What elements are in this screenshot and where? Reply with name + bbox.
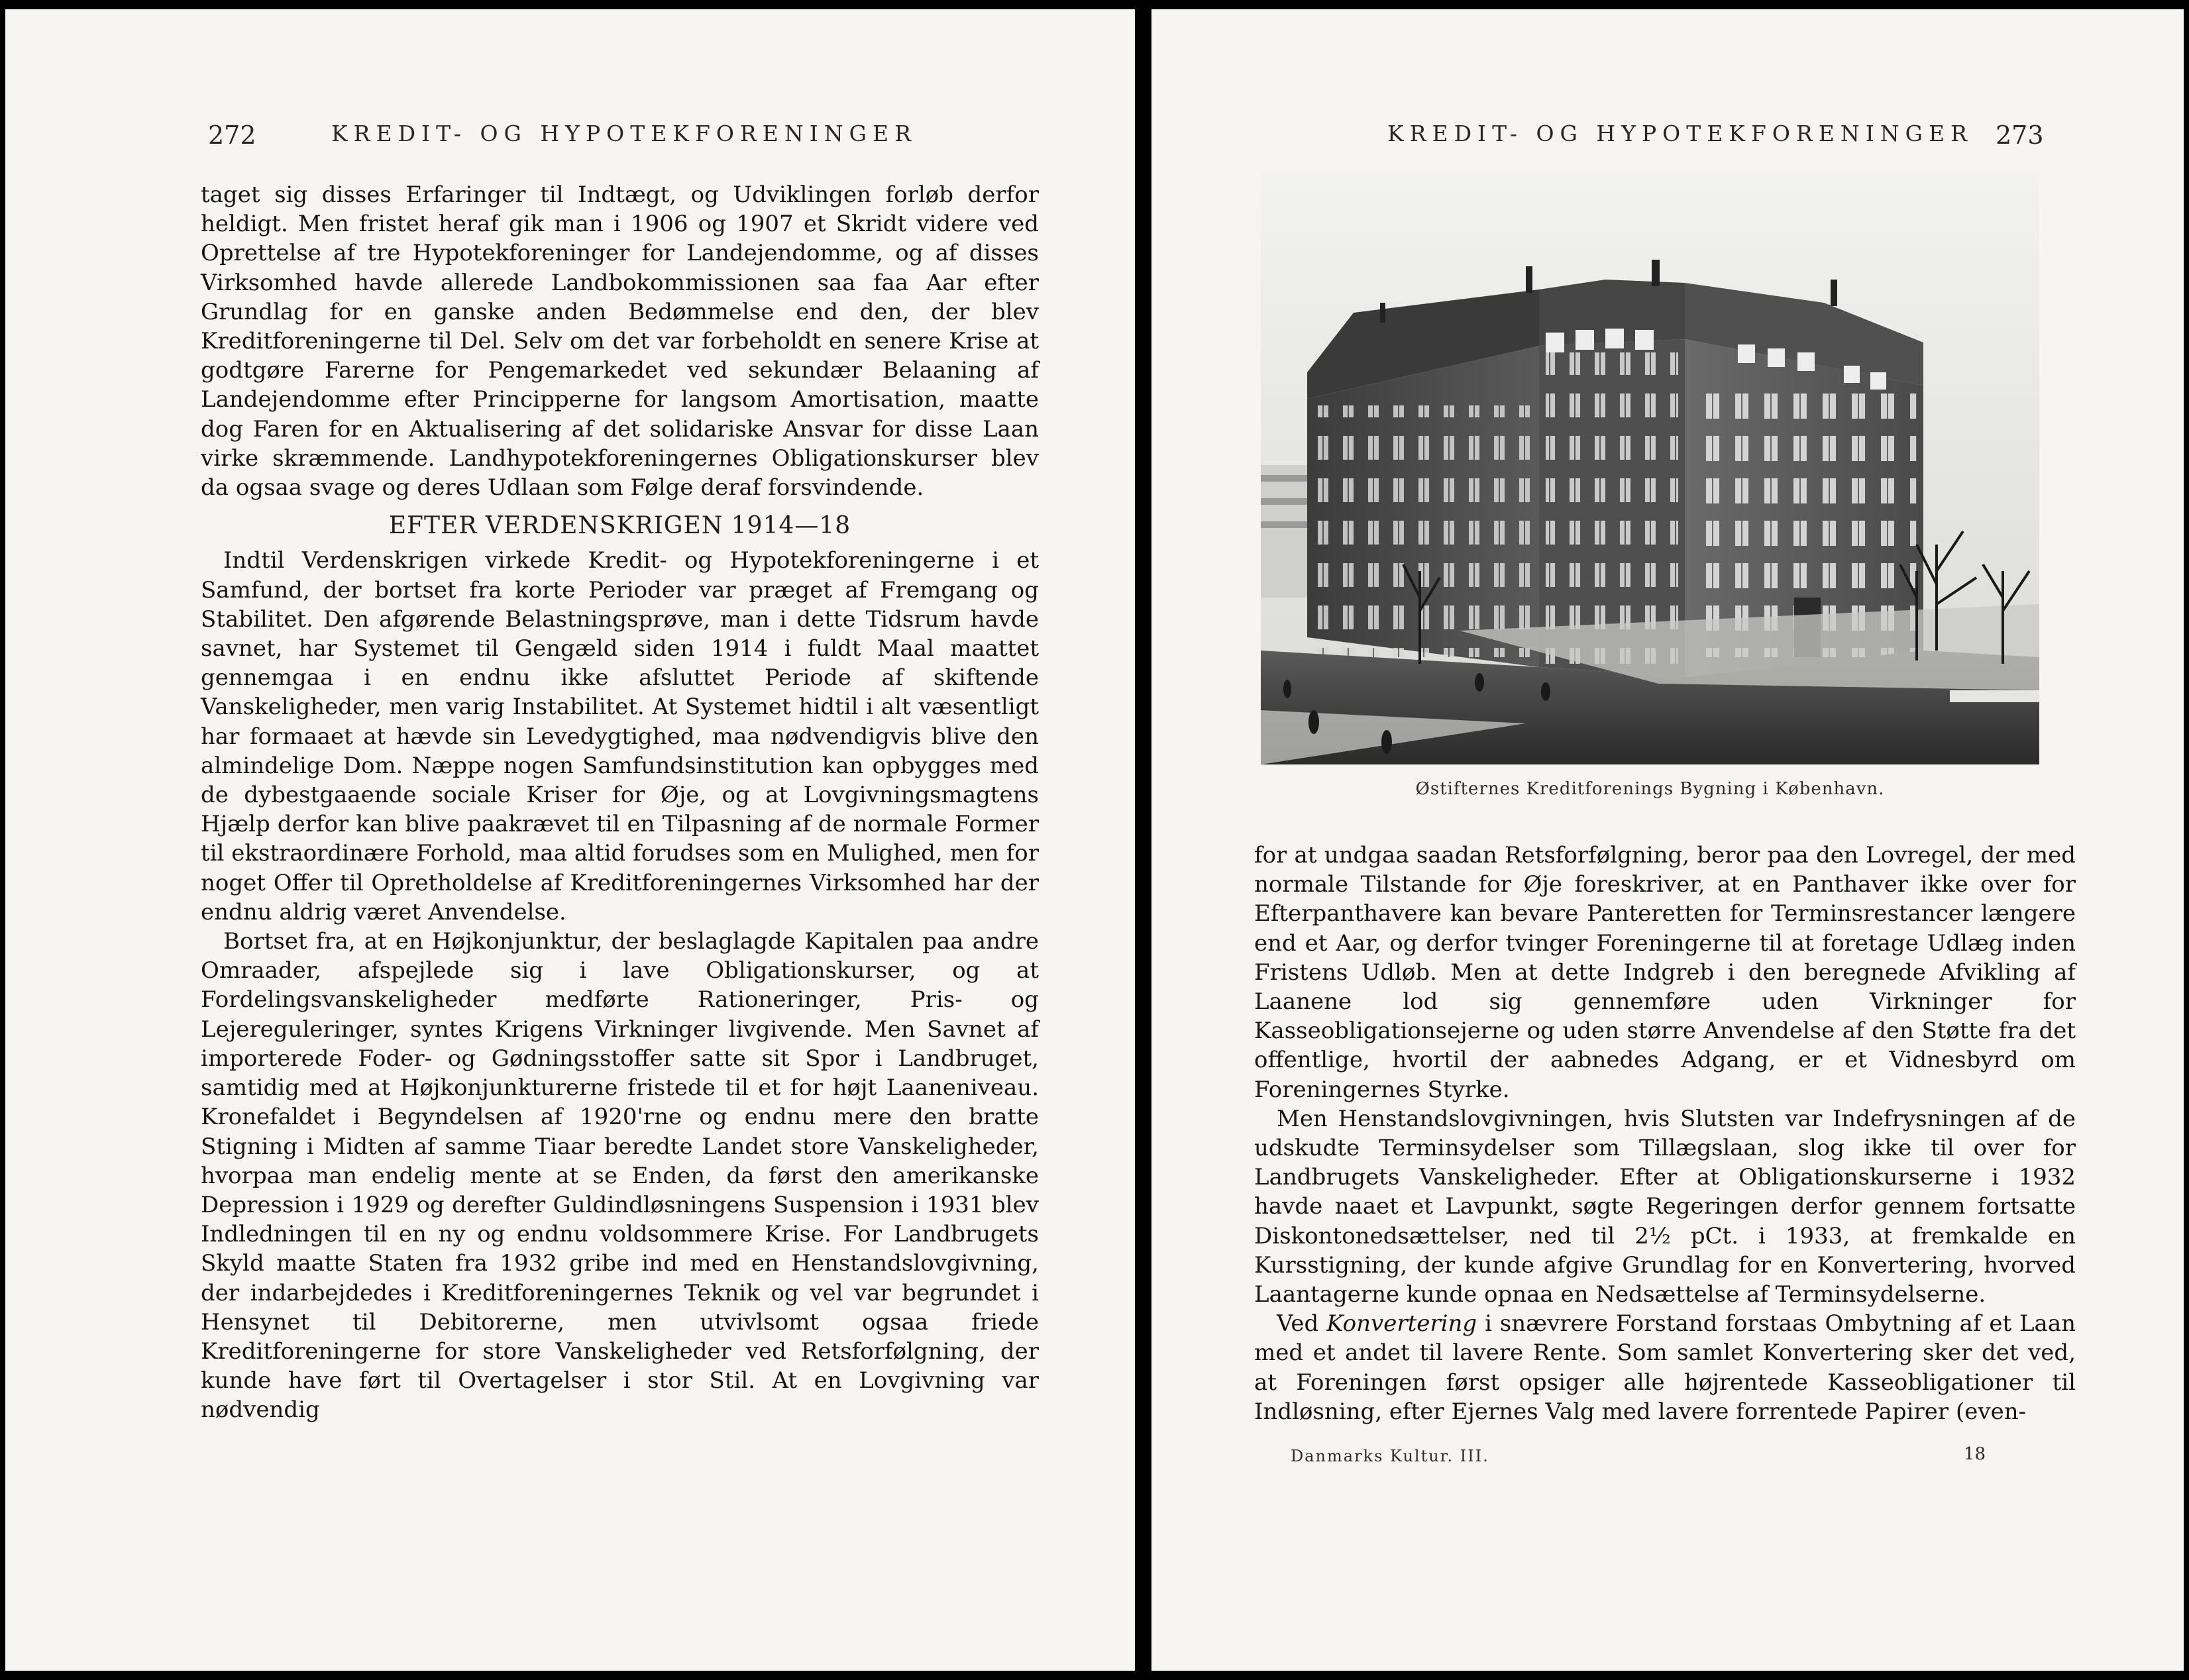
left-body-text (201, 180, 1039, 1425)
footer-signature: Danmarks Kultur. III. (1291, 1447, 1489, 1465)
page-number-right: 273 (1996, 121, 2044, 150)
paragraph-lead: Ved (1277, 1310, 1327, 1338)
running-head-right: KREDIT- OG HYPOTEKFORENINGER (1387, 121, 1973, 146)
right-body-text (1254, 841, 2076, 1426)
paragraph-konvertering (1254, 1309, 2076, 1426)
right-page (1151, 9, 2184, 1671)
italic-term: Konvertering (1326, 1310, 1477, 1338)
paragraph: taget sig disses Erfaringer til Indtægt, og Udviklingen forløb derfor heldigt. Men fristet heraf gik man i 1906 og 1907 et Skridt videre ved Oprettelse af tre Hypotekforeninger for Landejendomme, og af disses Virksomhed havde allerede Landbokommissionen saa faa Aar efter Grundlag for en ganske anden Bedømmelse end den, der blev Kreditforeningerne til Del. Selv om det var forbeholdt en senere Krise at godtgøre Farerne for Pengemarkedet ved sekundær Belaaning af Landejendomme efter Principperne for langsom Amortisation, maatte dog Faren for en Aktualisering af det solidariske Ansvar for disse Laan virke skræmmende. Landhypotekforeningernes Obligationskurser blev da ogsaa svage og deres Udlaan som Følge deraf forsvindende. (201, 182, 1039, 501)
paragraph: Indtil Verdenskrigen virkede Kredit- og Hypotekforeningerne i et Samfund, der bortset fra korte Perioder var præget af Fremgang og Stabilitet. Den afgørende Belastningsprøve, man i dette Tidsrum havde savnet, har Systemet til Gengæld siden 1914 i fuldt Maal maattet gennemgaa i en endnu ikke afsluttet Periode af skiftende Vanskeligheder, men varig Instabilitet. At Systemet hidtil i alt væsentligt har formaaet at hævde sin Levedygtighed, maa nødvendigvis blive den almindelige Dom. Næppe nogen Samfundsinstitution kan opbygges med de dybestgaaende sociale Kriser for Øje, og at Lovgivningsmagtens Hjælp derfor kan blive paakrævet til en Tilpasning af de normale Former til ekstraordinære Forhold, maa altid forudses som en Mulighed, men for noget Offer til Opretholdelse af Kreditforeningernes Virksomhed har der endnu aldrig været Anvendelse. (201, 547, 1039, 925)
section-heading: EFTER VERDENSKRIGEN 1914—18 (388, 512, 851, 540)
paragraph: Men Henstandslovgivningen, hvis Slutsten var Indefrysningen af de udskudte Terminsydelser som Tillægslaan, slog ikke til over for Landbrugets Vanskeligheder. Efter at Obligationskurserne i 1932 havde naaet et Lavpunkt, søgte Regeringen derfor gennem fortsatte Diskontonedsættelser, ned til 2½ pCt. i 1933, at fremkalde en Kursstigning, der kunde afgive Grundlag for en Konvertering, hvorved Laantagerne kunde opnaa en Nedsættelse af Terminsydelserne. (1254, 1105, 2076, 1308)
building-photo-illustration (1261, 174, 2039, 764)
paragraph: Bortset fra, at en Højkonjunktur, der beslaglagde Kapitalen paa andre Omraader, afspejlede sig i lave Obligationskurser, og at Fordelingsvanskeligheder medførte Rationeringer, Pris- og Lejereguleringer, syntes Krigens Virkninger livgivende. Men Savnet af importerede Foder- og Gødningsstoffer satte sit Spor i Landbruget, samtidig med at Højkonjunkturerne fristede til et for højt Laaneniveau. Kronefaldet i Begyndelsen af 1920'rne og endnu mere den bratte Stigning i Midten af samme Tiaar beredte Landet store Vanskeligheder, hvorpaa man endelig mente at se Enden, da først den amerikanske Depression i 1929 og derefter Guldindløsningens Suspension i 1931 blev Indledningen til en ny og endnu voldsommere Krise. For Landbrugets Skyld maatte Staten fra 1932 gribe ind med en Henstandslovgivning, der indarbejdedes i Kreditforeningernes Teknik og vel var begrundet i Hensynet til Debitorerne, men utvivlsomt ogsaa friede Kreditforeningerne for store Vanskeligheder ved Retsforfølgning, der kunde have ført til Overtagelser i stor Stil. At en Lovgivning var nødvendig (201, 928, 1039, 1424)
photo-caption: Østifternes Kreditforenings Bygning i København. (1415, 779, 1885, 799)
left-page (5, 9, 1135, 1671)
paragraph: for at undgaa saadan Retsforfølgning, beror paa den Lovregel, der med normale Tilstande for Øje foreskriver, at en Panthaver ikke over for Efterpanthavere kan bevare Panteretten for Terminsrestancer længere end et Aar, og derfor tvinger Foreningerne til at foretage Udlæg inden Fristens Udløb. Men at dette Indgreb i den beregnede Afvikling af Laanene lod sig gennemføre uden Virkninger for Kasseobligationsejerne og uden større Anvendelse af den Støtte fra det offentlige, hvortil der aabnedes Adgang, er et Vidnesbyrd om Foreningernes Styrke. (1254, 842, 2076, 1103)
page-number-left: 272 (208, 121, 256, 150)
building-photo (1261, 174, 2039, 764)
footer-sheet-number: 18 (1964, 1444, 1986, 1464)
paragraph-rest: i snævrere Forstand forstaas Ombytning af et Laan med et andet til lavere Rente. Som samlet Konvertering sker det ved, at Foreningen først opsiger alle højrentede Kasseobligationer til Indløsning, efter Ejernes Valg med lavere forrentede Papirer (even- (1254, 1310, 2076, 1425)
running-head-left: KREDIT- OG HYPOTEKFORENINGER (331, 121, 917, 146)
